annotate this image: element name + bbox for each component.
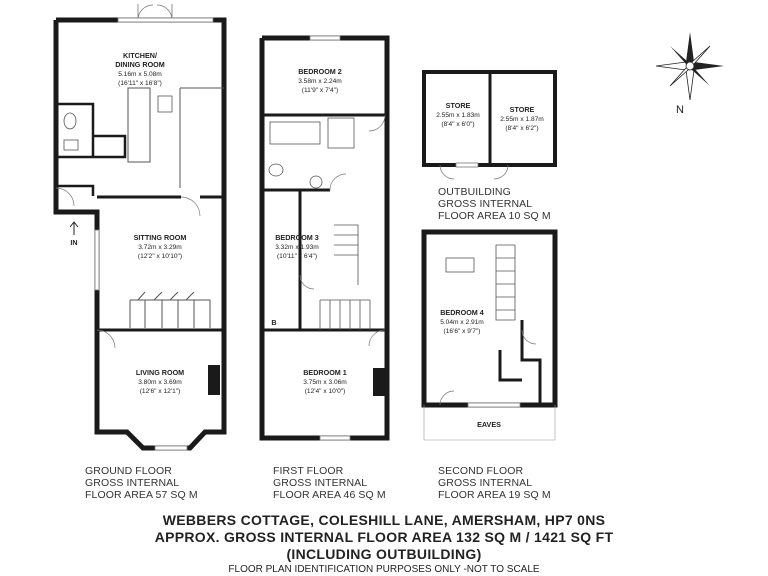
window (95, 230, 99, 290)
entrance-label: IN (70, 238, 78, 247)
ground-floor-caption (85, 465, 198, 501)
caption-line: FIRST FLOOR (273, 465, 344, 477)
kitchen-metric: 5.16m x 5.08m (118, 71, 162, 78)
window (468, 403, 520, 407)
bedroom-2-metric: 3.58m x 2.24m (298, 78, 342, 85)
shower-icon (328, 118, 354, 148)
window (320, 436, 350, 440)
door-swing (300, 115, 385, 346)
caption-line: FLOOR AREA 10 SQ M (438, 210, 551, 222)
basin-icon (64, 140, 78, 150)
bedroom-4-imperial: (16'6" x 9'7") (443, 328, 481, 335)
living-room-metric: 3.80m x 3.69m (138, 379, 182, 386)
kitchen-imperial: (16'11" x 16'8") (118, 80, 162, 87)
boiler-label: B (271, 318, 277, 327)
caption-line: FLOOR AREA 19 SQ M (438, 489, 551, 501)
bath-icon (270, 122, 320, 144)
store-2-metric: 2.55m x 1.87m (500, 116, 544, 123)
fireplace (208, 365, 220, 395)
store-1-metric: 2.55m x 1.83m (436, 112, 480, 119)
sitting-room-imperial: (12'2" x 10'10") (137, 253, 183, 260)
store-2-imperial: (8'4" x 6'2") (505, 125, 539, 132)
bedroom-1-imperial: (12'4" x 10'0") (304, 388, 346, 395)
kitchen-name-line2: DINING ROOM (115, 60, 165, 69)
bedroom-2-name: BEDROOM 2 (298, 67, 342, 76)
caption-line: GROSS INTERNAL (438, 477, 533, 489)
bedroom-1-metric: 3.75m x 3.06m (303, 379, 347, 386)
caption-line: GROSS INTERNAL (438, 198, 533, 210)
eaves-label: EAVES (477, 420, 501, 429)
disclaimer-text: FLOOR PLAN IDENTIFICATION PURPOSES ONLY -NOT TO SCALE (228, 564, 540, 575)
sitting-room-name: SITTING ROOM (133, 233, 187, 242)
bedroom-2-imperial: (11'9" x 7'4") (301, 87, 339, 94)
bedroom-3-metric: 3.32m x 1.93m (275, 244, 319, 251)
wall (500, 320, 540, 405)
skylight (446, 258, 474, 272)
gross-area-title: APPROX. GROSS INTERNAL FLOOR AREA 132 SQ M / 1421 SQ FT (154, 529, 614, 545)
caption-line: FLOOR AREA 46 SQ M (273, 489, 386, 501)
property-address-title: WEBBERS COTTAGE, COLESHILL LANE, AMERSHAM, HP7 0NS (162, 512, 606, 528)
store-1-imperial: (8'4" x 6'0") (441, 121, 475, 128)
living-room-imperial: (12'6" x 12'1") (139, 388, 181, 395)
store-1-name: STORE (445, 101, 471, 110)
kitchen-name-line1: KITCHEN/ (123, 51, 157, 60)
entrance-arrow-icon (70, 222, 78, 235)
window (118, 18, 213, 22)
basin-icon (310, 176, 322, 188)
window (155, 446, 187, 450)
north-label: N (676, 104, 684, 116)
compass-icon (656, 32, 724, 100)
bedroom-3-imperial: (10'11" x 6'4") (276, 253, 318, 260)
stairs (130, 292, 210, 328)
kitchen-counter (128, 88, 224, 188)
window (456, 163, 478, 167)
bedroom-4-metric: 5.04m x 2.91m (440, 319, 484, 326)
bedroom-3-name: BEDROOM 3 (275, 233, 319, 242)
caption-line: OUTBUILDING (438, 186, 511, 198)
toilet-icon (269, 164, 283, 176)
wall (262, 115, 385, 330)
sitting-room-metric: 3.72m x 3.29m (138, 244, 182, 251)
bedroom-1-name: BEDROOM 1 (303, 368, 347, 377)
living-room-name: LIVING ROOM (135, 368, 185, 377)
bedroom-4-name: BEDROOM 4 (440, 308, 484, 317)
second-floor-plan (424, 232, 555, 440)
caption-line: GROSS INTERNAL (85, 477, 180, 489)
caption-line: GROUND FLOOR (85, 465, 172, 477)
window (310, 36, 340, 40)
chimney-breast (373, 368, 385, 396)
store-2-name: STORE (509, 105, 535, 114)
toilet-icon (64, 113, 76, 129)
caption-line: SECOND FLOOR (438, 465, 524, 477)
outbuilding-caption (438, 186, 551, 222)
first-floor-caption (273, 465, 386, 501)
caption-line: FLOOR AREA 57 SQ M (85, 489, 198, 501)
stairs (496, 245, 515, 320)
second-floor-caption (438, 465, 551, 501)
caption-line: GROSS INTERNAL (273, 477, 368, 489)
sink-icon (158, 96, 172, 112)
outbuilding-note-title: (INCLUDING OUTBUILDING) (286, 546, 482, 562)
stairs (320, 225, 370, 330)
